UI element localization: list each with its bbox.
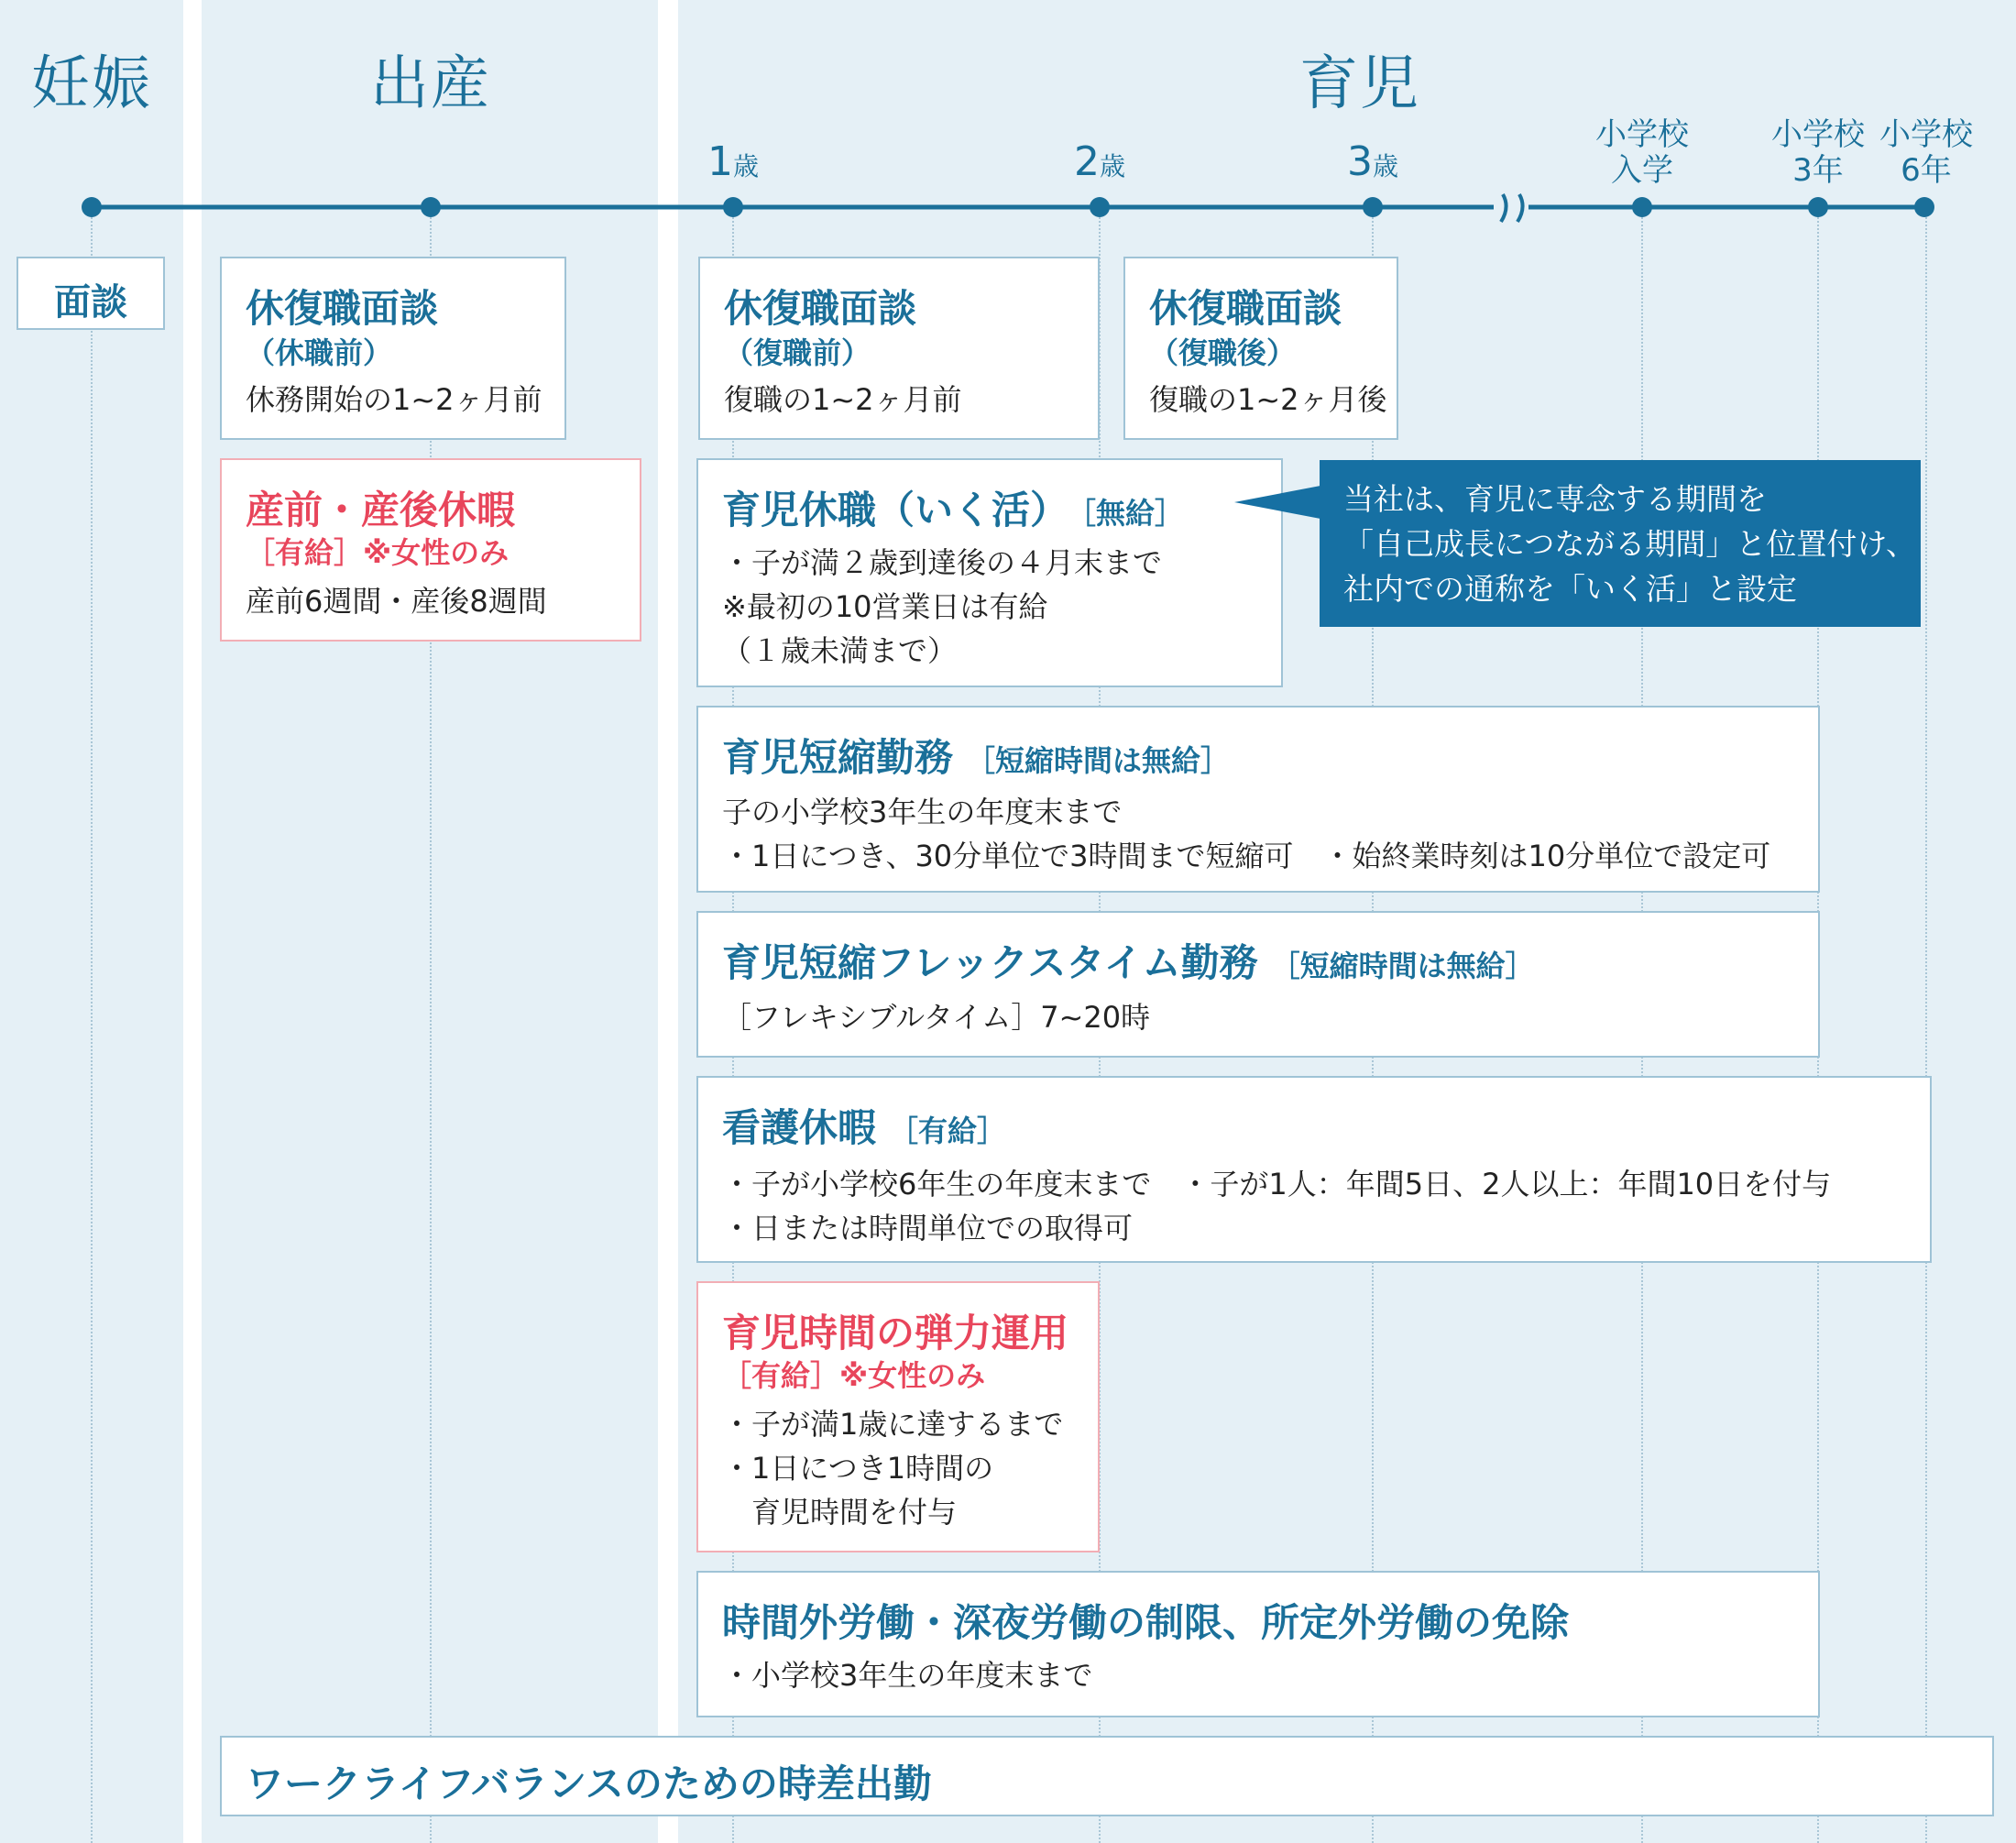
short-work-body: 子の小学校3年生の年度末まで ・1日につき、30分単位で3時間まで短縮可 ・始終業時刻は10分単位で設定可 — [722, 795, 1771, 873]
timeline-break-icon — [1501, 194, 1523, 222]
staggered-title: ワークライフバランスのための時差出勤 — [246, 1761, 932, 1806]
ikukatsu-body: ・子が満２歳到達後の４月末まで ※最初の10営業日は有給 （１歳未満まで） — [722, 545, 1163, 668]
tick-label-age3: 3歳 — [1346, 138, 1399, 185]
tick-label-age2: 2歳 — [1073, 138, 1126, 185]
ikukatsu-tag: ［無給］ — [1081, 496, 1185, 531]
ikukatsu-callout: 当社は、育児に専念する期間を 「自己成長につながる期間」と位置付け、 社内での通称を「いく活」と設定 — [1320, 460, 1921, 627]
timeline-dot — [1632, 197, 1652, 217]
guide-line — [91, 207, 93, 1843]
interview-box-before-return — [698, 257, 1100, 440]
ikukatsu-box — [696, 458, 1283, 687]
maternity-title: 産前・産後休暇 — [246, 488, 516, 532]
short-work-tag: ［短縮時間は無給］ — [966, 743, 1231, 778]
tick-label-school-6: 小学校 6年 — [1879, 116, 1973, 190]
guide-line — [430, 207, 432, 1843]
overtime-limit-box — [696, 1571, 1820, 1717]
short-flex-box — [696, 911, 1820, 1058]
short-work-title: 育児短縮勤務 ［短縮時間は無給］ — [722, 735, 1231, 780]
interview-body: 復職の1~2ヶ月後 — [1149, 382, 1387, 417]
timeline-dot — [82, 197, 102, 217]
interview-title: 休復職面談 — [246, 286, 439, 331]
maternity-leave-box — [220, 458, 641, 642]
timeline-dot — [1914, 197, 1934, 217]
timeline-dot — [1090, 197, 1110, 217]
interview-sub: （休職前） — [246, 335, 393, 370]
tick-label-age1: 1歳 — [707, 138, 760, 185]
timeline-dot — [1808, 197, 1828, 217]
overtime-title: 時間外労働・深夜労働の制限、所定外労働の免除 — [722, 1600, 1570, 1645]
nursing-time-box — [696, 1281, 1100, 1552]
timeline-dot — [1363, 197, 1383, 217]
guide-line — [1925, 207, 1927, 1843]
nursing-title: 看護休暇 ［有給］ — [722, 1105, 1007, 1150]
nursing-tag: ［有給］ — [889, 1113, 1007, 1148]
short-flex-title: 育児短縮フレックスタイム勤務 ［短縮時間は無給］ — [722, 940, 1535, 985]
interview-label-box — [16, 257, 165, 330]
interview-body: 休務開始の1~2ヶ月前 — [246, 382, 542, 417]
interview-body: 復職の1~2ヶ月前 — [724, 382, 962, 417]
maternity-sub: ［有給］※女性のみ — [246, 535, 509, 570]
short-work-box — [696, 706, 1820, 893]
timeline-dot — [421, 197, 441, 217]
interview-sub: （復職前） — [724, 335, 871, 370]
overtime-body: ・小学校3年生の年度末まで — [722, 1658, 1093, 1693]
callout-arrow — [1234, 486, 1320, 519]
interview-label: 面談 — [54, 281, 127, 324]
short-flex-tag: ［短縮時間は無給］ — [1270, 949, 1535, 983]
interview-title: 休復職面談 — [724, 286, 917, 331]
tick-label-school-3: 小学校 3年 — [1771, 116, 1865, 190]
interview-box-before-leave — [220, 257, 566, 440]
maternity-body: 産前6週間・産後8週間 — [246, 584, 547, 619]
phase-title-birth: 出産 — [370, 50, 491, 118]
staggered-commute-box — [220, 1736, 1994, 1816]
phase-title-pregnancy: 妊娠 — [31, 50, 152, 118]
tick-label-school-entry: 小学校 入学 — [1595, 116, 1689, 190]
nursing-time-sub: ［有給］※女性のみ — [722, 1358, 986, 1393]
phase-title-childcare: 育児 — [1299, 50, 1420, 118]
ikukatsu-title: 育児休職（いく活） ［無給］ — [722, 488, 1185, 532]
short-flex-body: ［フレキシブルタイム］7~20時 — [722, 1000, 1151, 1035]
nursing-time-title: 育児時間の弾力運用 — [722, 1311, 1069, 1355]
timeline-axis — [0, 181, 2016, 236]
nursing-leave-box — [696, 1076, 1932, 1263]
interview-box-after-return — [1123, 257, 1398, 440]
nursing-body: ・子が小学校6年生の年度末まで ・子が1人：年間5日、2人以上：年間10日を付与 ・日または時間単位での取得可 — [722, 1167, 1832, 1245]
interview-title: 休復職面談 — [1149, 286, 1342, 331]
timeline-dot — [723, 197, 743, 217]
nursing-time-body: ・子が満1歳に達するまで ・1日につき1時間の 育児時間を付与 — [722, 1407, 1064, 1530]
interview-sub: （復職後） — [1149, 335, 1297, 370]
